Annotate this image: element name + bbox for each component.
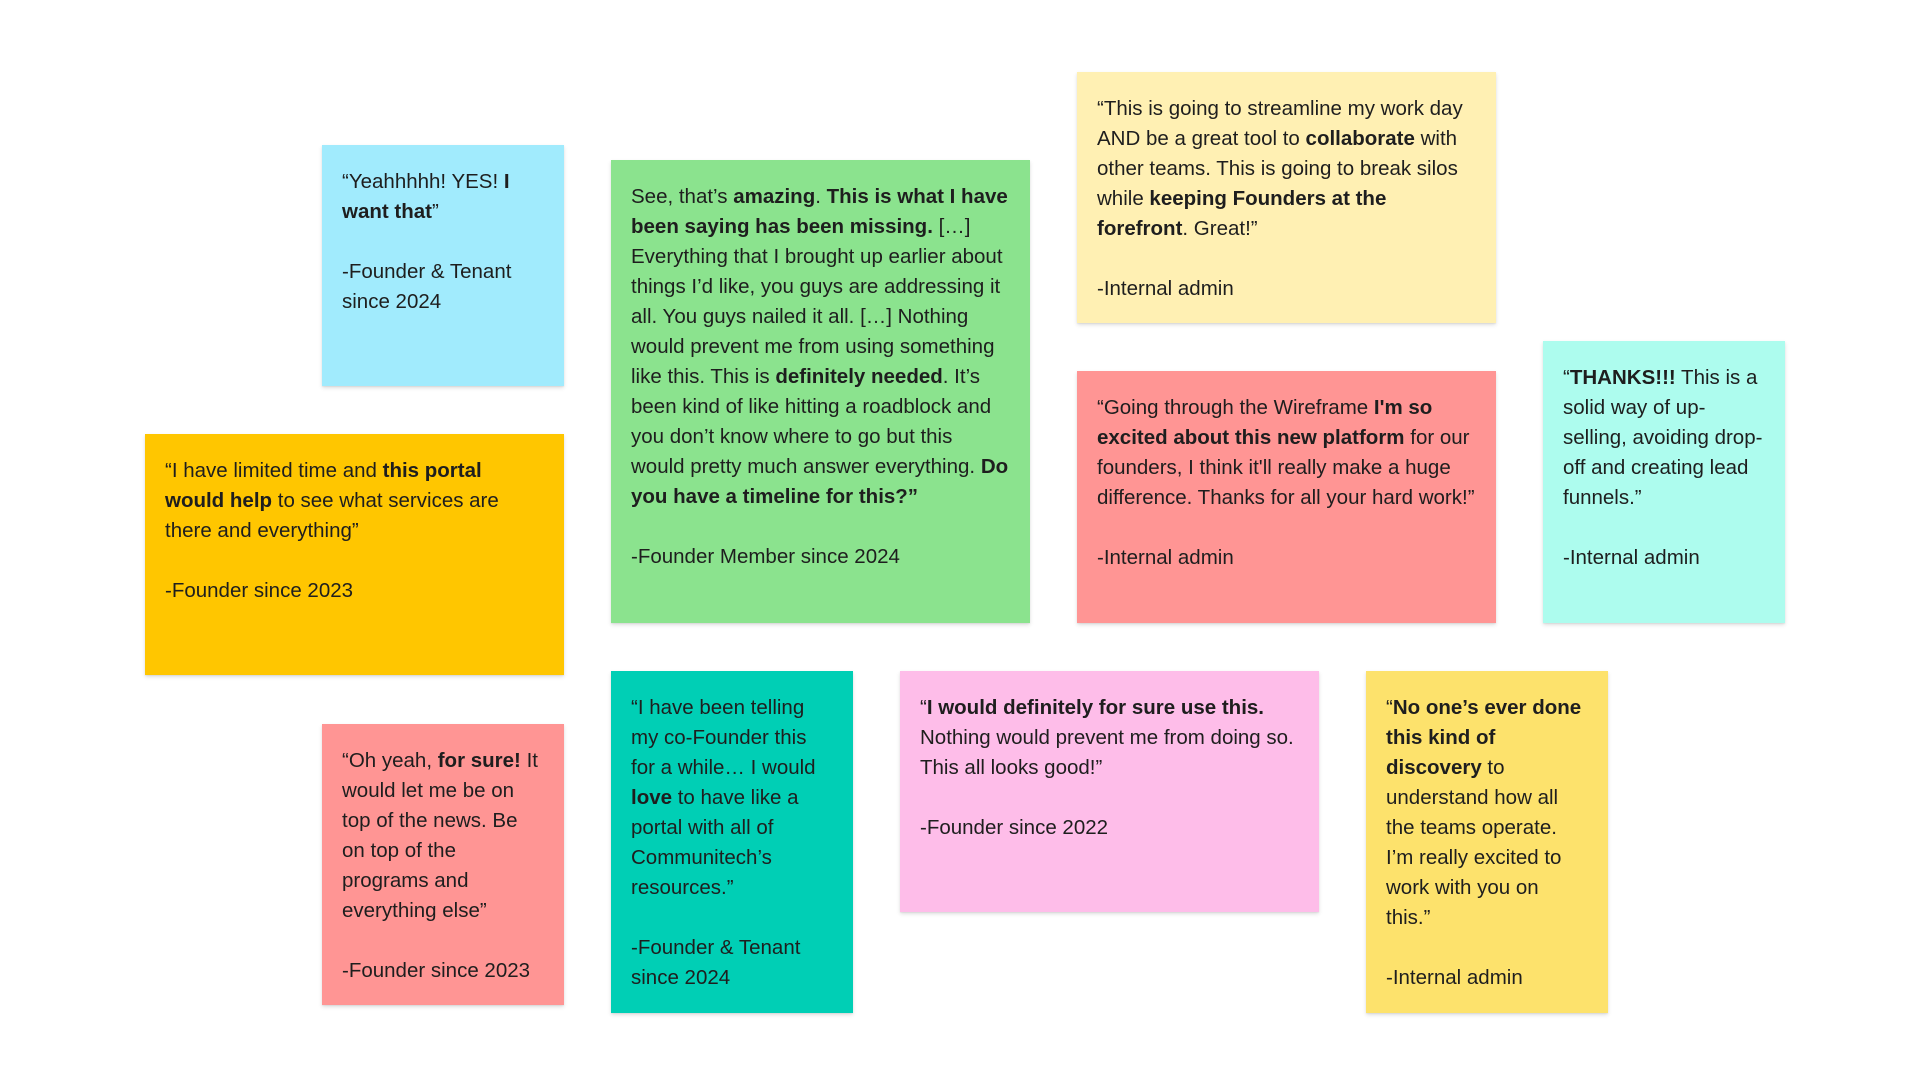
note-quote bbox=[1386, 693, 1588, 933]
quote-text: to see what services are there and everything” bbox=[165, 489, 499, 542]
quote-text: ” bbox=[431, 200, 439, 223]
note-quote bbox=[631, 693, 833, 903]
quote-text: […] Everything that I brought up earlier about things I’d like, you guys are addressing it all. You guys nailed it all. […] Nothing would prevent me from using something like this. This is bbox=[631, 215, 1003, 388]
sticky-note[interactable] bbox=[611, 160, 1030, 623]
quote-text: “I have been telling my co-Founder this for a while… I would bbox=[631, 696, 816, 779]
note-author: -Founder & Tenant since 2024 bbox=[342, 260, 512, 313]
note-quote bbox=[342, 167, 544, 227]
sticky-note[interactable] bbox=[1543, 341, 1785, 623]
note-quote bbox=[165, 456, 544, 546]
quote-text: This is a solid way of up-selling, avoiding drop-off and creating lead funnels.” bbox=[1563, 366, 1763, 509]
quote-emphasis: this portal would help bbox=[165, 459, 482, 512]
quote-text: “ bbox=[1563, 366, 1570, 389]
quote-emphasis: No one’s ever done this kind of discovery bbox=[1386, 696, 1582, 779]
quote-emphasis: keeping Founders at the forefront bbox=[1097, 187, 1387, 240]
note-quote bbox=[1097, 94, 1476, 244]
quote-text: to understand how all the teams operate. I’m really excited to work with you on this.” bbox=[1386, 756, 1562, 929]
sticky-note[interactable] bbox=[1366, 671, 1608, 1013]
note-author: -Internal admin bbox=[1386, 966, 1523, 989]
quote-emphasis: definitely needed bbox=[775, 365, 943, 388]
quote-text: “Yeahhhhh! YES! bbox=[342, 170, 504, 193]
note-author: -Founder since 2023 bbox=[165, 579, 354, 602]
note-quote bbox=[1563, 363, 1765, 513]
quote-text: . It’s been kind of like hitting a roadblock and you don’t know where to go but this would pretty much answer everything. bbox=[631, 365, 992, 478]
quote-text: See, that’s bbox=[631, 185, 734, 208]
note-author: -Internal admin bbox=[1097, 546, 1234, 569]
note-quote bbox=[1097, 393, 1476, 513]
note-author: -Founder & Tenant since 2024 bbox=[631, 936, 801, 989]
quote-text: . bbox=[815, 185, 827, 208]
quote-emphasis: for sure! bbox=[437, 749, 521, 772]
quote-text: “Going through the Wireframe bbox=[1097, 396, 1374, 419]
sticky-note[interactable] bbox=[1077, 72, 1496, 323]
quote-emphasis: collaborate bbox=[1305, 127, 1415, 150]
quote-text: “ bbox=[920, 696, 927, 719]
quote-emphasis: I want that bbox=[342, 170, 510, 223]
quote-emphasis: I'm so excited about this new platform bbox=[1097, 396, 1433, 449]
note-quote bbox=[631, 182, 1010, 512]
quote-text: to have like a portal with all of Communitech’s resources.” bbox=[631, 786, 799, 899]
quote-emphasis: This is what I have been saying has been missing. bbox=[631, 185, 1008, 238]
sticky-note[interactable] bbox=[900, 671, 1319, 912]
sticky-note[interactable] bbox=[322, 724, 564, 1005]
quote-emphasis: THANKS!!! bbox=[1569, 366, 1676, 389]
quote-text: for our founders, I think it'll really make a huge difference. Thanks for all your hard work!” bbox=[1097, 426, 1475, 509]
quote-text: It would let me be on top of the news. Be on top of the programs and everything else” bbox=[342, 749, 538, 922]
quote-text: “I have limited time and bbox=[165, 459, 383, 482]
quote-emphasis: I would definitely for sure use this. bbox=[926, 696, 1264, 719]
sticky-note[interactable] bbox=[611, 671, 853, 1013]
sticky-note[interactable] bbox=[145, 434, 564, 675]
sticky-note[interactable] bbox=[322, 145, 564, 386]
note-quote bbox=[920, 693, 1299, 783]
note-author: -Founder since 2022 bbox=[920, 816, 1109, 839]
quote-text: “This is going to streamline my work day AND be a great tool to bbox=[1097, 97, 1463, 150]
quote-emphasis: Do you have a timeline for this?” bbox=[631, 455, 1009, 508]
quote-emphasis: love bbox=[631, 786, 673, 809]
quote-emphasis: amazing bbox=[733, 185, 816, 208]
quote-text: . Great!” bbox=[1182, 217, 1258, 240]
quote-text: “Oh yeah, bbox=[342, 749, 438, 772]
quote-text: “ bbox=[1386, 696, 1393, 719]
note-author: -Founder Member since 2024 bbox=[631, 545, 900, 568]
note-quote bbox=[342, 746, 544, 926]
note-author: -Founder since 2023 bbox=[342, 959, 531, 982]
quote-text: with other teams. This is going to break silos while bbox=[1097, 127, 1458, 210]
note-author: -Internal admin bbox=[1097, 277, 1234, 300]
sticky-note[interactable] bbox=[1077, 371, 1496, 623]
note-author: -Internal admin bbox=[1563, 546, 1700, 569]
quote-text: Nothing would prevent me from doing so. This all looks good!” bbox=[920, 726, 1294, 779]
